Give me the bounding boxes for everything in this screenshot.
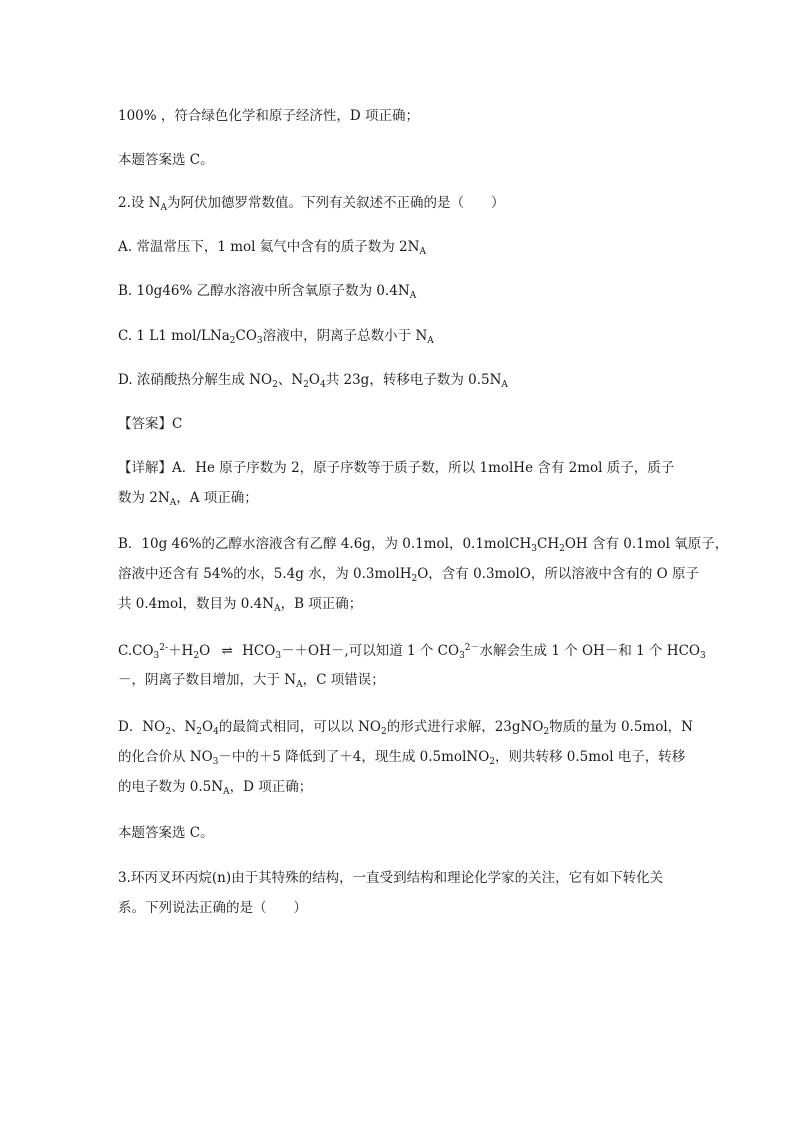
subscript: A — [409, 291, 417, 301]
subscript: 2 — [272, 380, 278, 390]
text-line: 本题答案选 C。 — [118, 825, 214, 841]
text-run: 的电子数为 0.5N — [118, 779, 224, 795]
subscript: 2 — [489, 757, 495, 767]
subscript: 4 — [319, 380, 326, 390]
text-run: 共 0.4mol，数目为 0.4N — [118, 596, 275, 612]
text-run: CO — [235, 328, 257, 344]
text-run: ，D 项正确； — [229, 779, 313, 795]
subscript: 3 — [212, 757, 219, 767]
text-run: 共 23g，转移电子数为 0.5N — [325, 372, 502, 388]
subscript: 2 — [303, 380, 309, 390]
subscript: 3 — [459, 651, 465, 661]
explanation-b-line-1 — [118, 534, 729, 554]
subscript: 3 — [531, 544, 538, 554]
text-run: 2.设 N — [118, 195, 161, 211]
explanation-a-line-2 — [118, 488, 682, 508]
text-run: O — [199, 643, 211, 659]
subscript: 2 — [165, 727, 171, 737]
text-run: 为阿伏加德罗常数值。下列有关叙述不正确的是（ ） — [166, 195, 505, 211]
text-run: 的最简式相同，可以以 NO — [218, 719, 381, 735]
text-run: ，B 项正确； — [280, 596, 363, 612]
option-a — [118, 237, 682, 257]
subscript: A — [296, 680, 303, 690]
text-run: C. 1 L1 mol/LNa — [118, 328, 230, 344]
explanation-d-line-1 — [118, 717, 693, 737]
text-run: A. 常温常压下，1 mol 氦气中含有的质子数为 2N — [118, 239, 420, 255]
text-line: 本题答案选 C。 — [118, 152, 214, 168]
subscript: 2 — [380, 727, 387, 737]
question-3-stem-line-1: 3.环丙叉环丙烷(n)由于其特殊的结构，一直受到结构和理论化学家的关注，它有如下转化关 — [118, 870, 664, 886]
subscript: 2 — [543, 727, 550, 737]
text-run: 溶液中，阴离子总数小于 N — [262, 328, 428, 344]
text-run: B. 10g46% 乙醇水溶液中所含氧原子数为 0.4N — [118, 283, 410, 299]
explanation-d-line-3 — [118, 777, 682, 797]
answer-line: 【答案】C — [118, 416, 183, 432]
subscript: 3 — [275, 651, 282, 661]
subscript: 2 — [229, 336, 236, 346]
subscript: 3 — [256, 336, 263, 346]
explanation-d-line-2 — [118, 747, 686, 767]
subscript: A — [223, 787, 230, 797]
text-run: B．10g 46%的乙醇水溶液含有乙醇 4.6g，为 0.1mol，0.1molCH — [118, 536, 532, 552]
superscript: 2- — [159, 643, 169, 653]
text-run: O — [202, 719, 214, 735]
text-run: 的形式进行求解，23gNO — [386, 719, 544, 735]
question-2-stem — [118, 193, 682, 213]
text-line: 100% ，符合绿色化学和原子经济性，D 项正确； — [118, 108, 420, 124]
subscript: 2 — [196, 727, 202, 737]
subscript: 3 — [153, 651, 160, 661]
text-run: D. 浓硝酸热分解生成 NO — [118, 372, 273, 388]
superscript: 2－ — [464, 643, 480, 653]
option-d — [118, 370, 682, 390]
text-run: ，A 项正确； — [176, 490, 258, 506]
text-run: －＋OH－,可以知道 1 个 CO — [281, 643, 460, 659]
text-run: OH 含有 0.1mol 氧原子， — [564, 536, 729, 552]
subscript: 2 — [193, 651, 200, 661]
equilibrium-arrow-icon: ⇌ — [221, 643, 231, 659]
text-run: 水解会生成 1 个 OH－和 1 个 HCO — [479, 643, 700, 659]
subscript: A — [160, 203, 167, 213]
text-run: 、N — [170, 719, 197, 735]
text-run: C.CO — [118, 643, 154, 659]
option-b — [118, 281, 682, 301]
question-3-stem-line-2: 系。下列说法正确的是（ ） — [118, 900, 307, 916]
subscript: A — [169, 498, 177, 508]
text-run: 、N — [277, 372, 304, 388]
subscript: A — [274, 604, 281, 614]
text-run: HCO — [242, 643, 276, 659]
explanation-a-line-1: 【详解】A．He 原子序数为 2，原子序数等于质子数，所以 1molHe 含有 2mol 质子，质子 — [118, 460, 675, 476]
text-run: ＋H — [168, 643, 194, 659]
text-run: ，C 项错误； — [302, 672, 385, 688]
text-run: ，则共转移 0.5mol 电子，转移 — [495, 749, 686, 765]
text-run: CH — [537, 536, 560, 552]
text-run: 物质的量为 0.5mol，N — [549, 719, 693, 735]
text-run: 的化合价从 NO — [118, 749, 213, 765]
subscript: A — [501, 380, 508, 390]
subscript: A — [419, 247, 426, 257]
subscript: 3 — [699, 651, 706, 661]
subscript: 2 — [559, 544, 565, 554]
subscript: A — [427, 336, 434, 346]
text-run: －，阴离子数目增加，大于 N — [118, 672, 297, 688]
explanation-c-line-1 — [118, 641, 706, 661]
subscript: 4 — [213, 727, 219, 737]
explanation-c-line-2 — [118, 670, 682, 690]
text-run: O，含有 0.3molO，所以溶液中含有的 O 原子 — [417, 566, 700, 582]
option-c — [118, 326, 682, 346]
text-run: O — [308, 372, 320, 388]
text-run: 溶液中还含有 54%的水，5.4g 水，为 0.3molH — [118, 566, 412, 582]
text-run: －中的＋5 降低到了＋4，现生成 0.5molNO — [218, 749, 490, 765]
subscript: 2 — [411, 574, 418, 584]
explanation-b-line-2 — [118, 564, 700, 584]
text-run: D．NO — [118, 719, 166, 735]
text-run: 数为 2N — [118, 490, 170, 506]
explanation-b-line-3 — [118, 594, 682, 614]
